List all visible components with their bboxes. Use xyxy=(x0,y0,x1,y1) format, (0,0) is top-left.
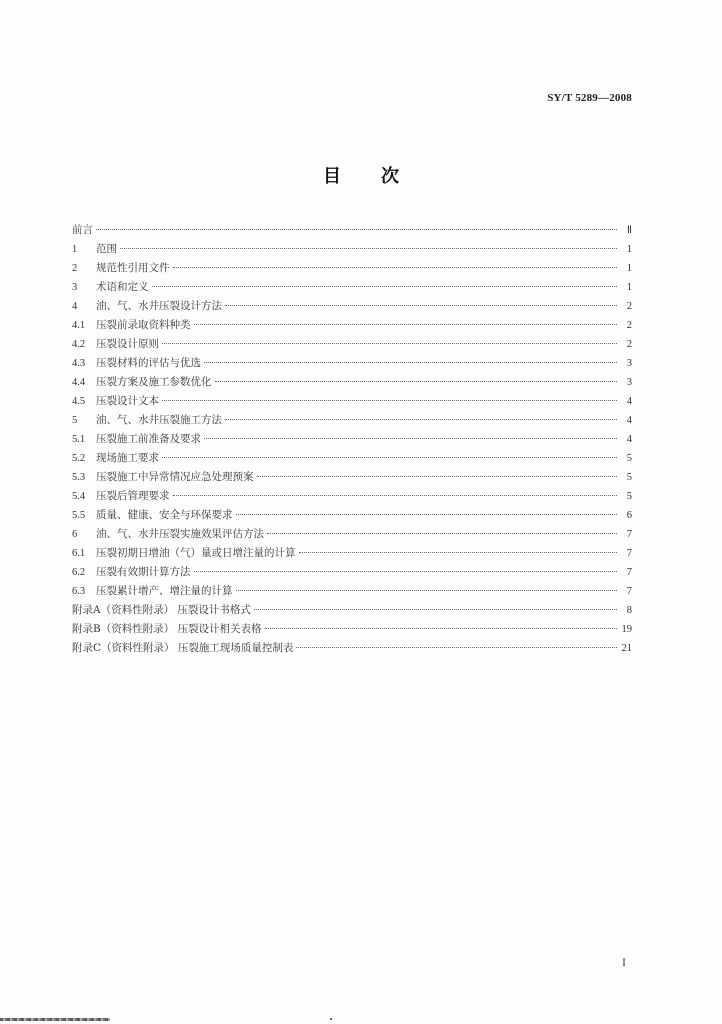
toc-section-number: 2 xyxy=(72,263,78,274)
scan-artifact xyxy=(0,1018,110,1021)
toc-section-title: 质量、健康、安全与环保要求 xyxy=(96,509,233,521)
toc-page-number: 5 xyxy=(626,472,632,483)
table-of-contents xyxy=(72,222,632,659)
toc-section-title: 压裂材料的评估与优选 xyxy=(96,357,201,369)
toc-section-number: 5.1 xyxy=(72,434,86,445)
toc-page-number: 7 xyxy=(626,567,632,578)
toc-leader-dots xyxy=(236,590,618,591)
toc-entry[interactable] xyxy=(72,279,632,298)
toc-leader-dots xyxy=(194,324,618,325)
toc-section-title: 压裂方案及施工参数优化 xyxy=(96,376,212,388)
toc-section-number: 4.2 xyxy=(72,339,86,350)
toc-section-number: 4 xyxy=(72,301,78,312)
toc-page-number: 5 xyxy=(626,491,632,502)
toc-entry[interactable] xyxy=(72,374,632,393)
toc-section-title: 附录B（资料性附录） 压裂设计相关表格 xyxy=(72,623,262,635)
toc-page-number: 4 xyxy=(626,415,632,426)
toc-leader-dots xyxy=(152,286,618,287)
toc-page-number: 1 xyxy=(626,263,632,274)
toc-leader-dots xyxy=(120,248,617,249)
toc-section-title: 压裂有效期计算方法 xyxy=(96,566,191,578)
toc-leader-dots xyxy=(162,457,617,458)
toc-entry[interactable] xyxy=(72,640,632,659)
toc-page-number: 3 xyxy=(626,358,632,369)
toc-section-title: 现场施工要求 xyxy=(96,452,159,464)
toc-leader-dots xyxy=(299,552,618,553)
toc-section-title: 压裂初期日增油（气）量或日增注量的计算 xyxy=(96,547,296,559)
toc-entry[interactable] xyxy=(72,450,632,469)
toc-section-title: 规范性引用文件 xyxy=(96,262,170,274)
toc-leader-dots xyxy=(254,609,617,610)
toc-section-number: 5 xyxy=(72,415,78,426)
toc-section-title: 压裂施工前准备及要求 xyxy=(96,433,201,445)
toc-leader-dots xyxy=(225,305,617,306)
toc-section-number: 5.3 xyxy=(72,472,86,483)
toc-section-number: 5.2 xyxy=(72,453,86,464)
toc-page-number: 4 xyxy=(626,396,632,407)
toc-page-number: 2 xyxy=(626,339,632,350)
toc-page-number: 21 xyxy=(621,643,632,654)
toc-section-title: 油、气、水井压裂实施效果评估方法 xyxy=(96,528,264,540)
scan-dot xyxy=(330,1018,332,1020)
toc-entry[interactable] xyxy=(72,412,632,431)
toc-section-title: 油、气、水井压裂设计方法 xyxy=(96,300,222,312)
toc-section-number: 4.3 xyxy=(72,358,86,369)
toc-entry[interactable] xyxy=(72,469,632,488)
toc-leader-dots xyxy=(96,229,617,230)
toc-leader-dots xyxy=(236,514,618,515)
toc-page-number: 1 xyxy=(626,282,632,293)
toc-leader-dots xyxy=(173,267,618,268)
toc-entry[interactable] xyxy=(72,355,632,374)
toc-section-title: 压裂设计文本 xyxy=(96,395,159,407)
toc-page-number: 7 xyxy=(626,548,632,559)
toc-section-title: 压裂累计增产、增注量的计算 xyxy=(96,585,233,597)
toc-section-title: 术语和定义 xyxy=(96,281,149,293)
toc-section-number: 5.4 xyxy=(72,491,86,502)
page-title xyxy=(0,162,722,188)
toc-section-title: 附录C（资料性附录） 压裂施工现场质量控制表 xyxy=(72,642,294,654)
toc-leader-dots xyxy=(204,362,617,363)
toc-section-title: 前言 xyxy=(72,224,93,236)
toc-section-title: 压裂后管理要求 xyxy=(96,490,170,502)
toc-entry[interactable] xyxy=(72,564,632,583)
toc-entry[interactable] xyxy=(72,621,632,640)
toc-page-number: 2 xyxy=(626,301,632,312)
toc-section-title: 压裂施工中异常情况应急处理预案 xyxy=(96,471,254,483)
toc-section-title: 压裂前录取资料种类 xyxy=(96,319,191,331)
toc-leader-dots xyxy=(265,628,617,629)
toc-entry[interactable] xyxy=(72,393,632,412)
page-number: I xyxy=(622,955,626,969)
toc-entry[interactable] xyxy=(72,488,632,507)
title-char-2: 次 xyxy=(381,166,399,187)
toc-entry[interactable] xyxy=(72,431,632,450)
toc-section-number: 6 xyxy=(72,529,78,540)
toc-page-number: 6 xyxy=(626,510,632,521)
toc-section-number: 6.1 xyxy=(72,548,86,559)
toc-page-number: 8 xyxy=(626,605,632,616)
toc-section-number: 4.1 xyxy=(72,320,86,331)
toc-section-title: 油、气、水井压裂施工方法 xyxy=(96,414,222,426)
toc-leader-dots xyxy=(194,571,618,572)
toc-leader-dots xyxy=(267,533,617,534)
toc-entry[interactable] xyxy=(72,260,632,279)
toc-entry[interactable] xyxy=(72,222,632,241)
toc-entry[interactable] xyxy=(72,298,632,317)
toc-entry[interactable] xyxy=(72,317,632,336)
standard-code: SY/T 5289—2008 xyxy=(547,92,632,104)
toc-entry[interactable] xyxy=(72,545,632,564)
toc-page-number: 3 xyxy=(626,377,632,388)
toc-section-title: 压裂设计原则 xyxy=(96,338,159,350)
toc-section-number: 4.5 xyxy=(72,396,86,407)
toc-leader-dots xyxy=(204,438,617,439)
toc-entry[interactable] xyxy=(72,336,632,355)
toc-section-number: 6.2 xyxy=(72,567,86,578)
toc-leader-dots xyxy=(162,343,617,344)
toc-section-title: 范围 xyxy=(96,243,117,255)
toc-entry[interactable] xyxy=(72,526,632,545)
toc-entry[interactable] xyxy=(72,583,632,602)
toc-entry[interactable] xyxy=(72,602,632,621)
toc-page-number: 4 xyxy=(626,434,632,445)
toc-leader-dots xyxy=(225,419,617,420)
toc-entry[interactable] xyxy=(72,241,632,260)
toc-page-number: 7 xyxy=(626,586,632,597)
toc-page-number: Ⅱ xyxy=(626,225,632,236)
toc-leader-dots xyxy=(296,647,617,648)
toc-section-number: 6.3 xyxy=(72,586,86,597)
toc-section-number: 1 xyxy=(72,244,78,255)
toc-entry[interactable] xyxy=(72,507,632,526)
toc-section-number: 5.5 xyxy=(72,510,86,521)
toc-page-number: 2 xyxy=(626,320,632,331)
toc-section-title: 附录A（资料性附录） 压裂设计书格式 xyxy=(72,604,251,616)
toc-section-number: 4.4 xyxy=(72,377,86,388)
toc-leader-dots xyxy=(173,495,618,496)
toc-page-number: 1 xyxy=(626,244,632,255)
toc-leader-dots xyxy=(162,400,617,401)
toc-leader-dots xyxy=(215,381,618,382)
title-char-1: 目 xyxy=(323,166,341,187)
toc-page-number: 7 xyxy=(626,529,632,540)
toc-page-number: 19 xyxy=(621,624,632,635)
toc-page-number: 5 xyxy=(626,453,632,464)
toc-leader-dots xyxy=(257,476,618,477)
toc-section-number: 3 xyxy=(72,282,78,293)
